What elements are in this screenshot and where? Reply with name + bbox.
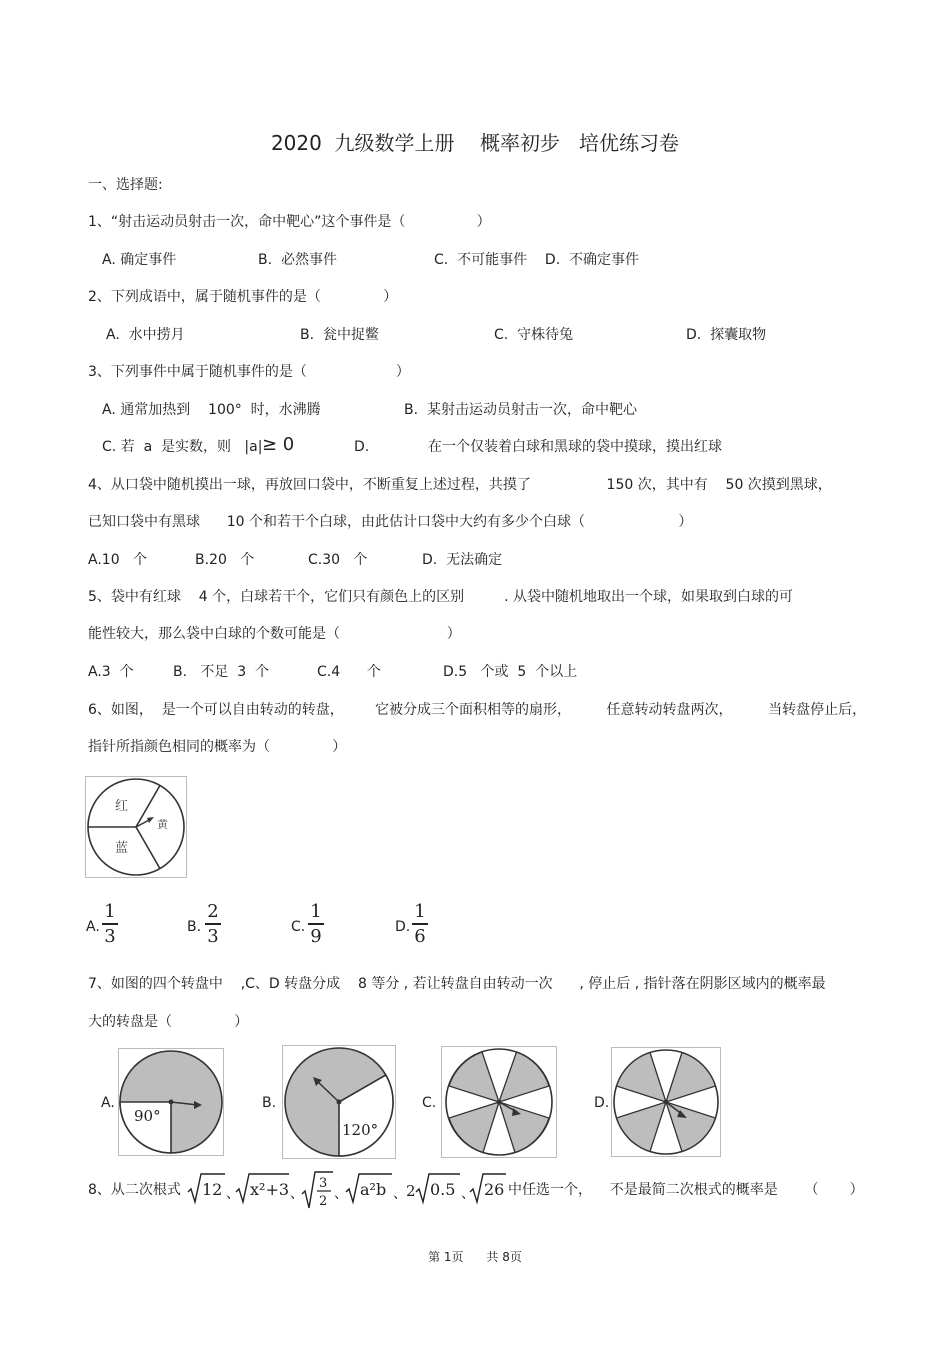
q8-suffix: 中任选一个， 不是最简二次根式的概率是 （ ） [508,1182,864,1198]
radical-x2-plus-3: x²+3 [250,1180,290,1199]
q4-stem-line2: 已知口袋中有黑球 10 个和若干个白球，由此估计口袋中大约有多少个白球（ ） [88,514,693,530]
q3-option-b: B. 某射击运动员射击一次，命中靶心 [404,402,637,418]
sector-label-yellow: 黄 [157,818,168,831]
q8-radicals-row [186,1170,508,1212]
radical-12: 12 [202,1180,223,1199]
q4-option-d: D. 无法确定 [422,552,503,568]
q4-option-c: C.30 个 [308,552,368,568]
q6-option-b-fraction [205,903,221,946]
q8-prefix: 8、从二次根式 [88,1182,181,1198]
separator: 、 [393,1186,407,1202]
angle-label-120: 120° [342,1121,379,1139]
fraction-numerator: 1 [310,901,322,922]
q6-option-c-label: C. [291,919,306,935]
q5-option-c: C.4 个 [317,664,381,680]
spinner-d-eight-sectors-figure [611,1047,721,1157]
radical-0-5: 0.5 [430,1180,456,1199]
q5-option-d: D.5 个或 5 个以上 [443,664,578,680]
q3-option-c-symbol: ≥ 0 [262,434,295,455]
q5-option-a: A.3 个 [88,664,134,680]
q4-stem-line1: 4、从口袋中随机摸出一球，再放回口袋中，不断重复上述过程，共摸了 150 次，其中有 50 次摸到黑球， [88,477,832,493]
q1-option-cd: C. 不可能事件 D. 不确定事件 [434,252,640,268]
spinner-c-eight-sectors-figure [441,1046,557,1158]
separator: 、 [461,1186,475,1202]
fraction-denominator: 3 [207,925,219,947]
q7-stem-line1: 7、如图的四个转盘中 ,C、D 转盘分成 8 等分 , 若让转盘自由转动一次 , 停止后 , 指针落在阴影区域内的概率最 [88,976,826,992]
page-footer: 第 1页 共 8页 [428,1250,522,1264]
q3-stem: 3、下列事件中属于随机事件的是（ ） [88,364,410,380]
q2-option-a: A. 水中捞月 [106,327,185,343]
radical-coefficient-2: 2 [406,1182,416,1200]
q3-option-d: 在一个仅装着白球和黑球的袋中摸球，摸出红球 [428,439,722,455]
separator: 、 [290,1186,304,1202]
q1-option-a: A. 确定事件 [102,252,177,268]
page-title: 2020 九级数学上册 概率初步 培优练习卷 [270,131,680,155]
fraction-numerator: 1 [104,901,116,922]
sector-label-blue: 蓝 [115,841,129,856]
q2-option-b: B. 瓮中捉鳖 [300,327,379,343]
q4-option-b: B.20 个 [195,552,255,568]
radical-fraction-numerator: 3 [319,1176,328,1191]
q7-option-a-label: A. [101,1095,115,1111]
q7-stem-line2: 大的转盘是（ ） [88,1014,249,1030]
q3-option-c: C. 若 a 是实数，则 |a| [102,439,263,455]
fraction-denominator: 3 [104,925,116,947]
radical-26: 26 [484,1180,505,1199]
angle-label-90: 90° [134,1107,161,1125]
radical-a2b: a²b [360,1180,387,1199]
fraction-numerator: 2 [207,901,219,922]
q6-option-a-label: A. [86,919,100,935]
q1-stem: 1、“射击运动员射击一次，命中靶心”这个事件是（ ） [88,214,491,230]
q2-option-d: D. 探囊取物 [686,327,767,343]
separator: 、 [334,1186,348,1202]
q4-option-a: A.10 个 [88,552,147,568]
q1-option-b: B. 必然事件 [258,252,337,268]
fraction-numerator: 1 [414,901,426,922]
q2-option-c: C. 守株待兔 [494,327,574,343]
separator: 、 [226,1186,240,1202]
spinner-a-90-degree-figure [118,1048,224,1156]
q6-stem-line2: 指针所指颜色相同的概率为（ ） [88,739,347,755]
q6-option-b-label: B. [187,919,202,935]
section-heading: 一、选择题: [88,177,163,193]
spinner-three-sectors-figure [85,776,187,878]
q5-option-b: B. 不足 3 个 [173,664,270,680]
spinner-b-120-degree-figure [282,1045,396,1159]
q7-option-c-label: C. [422,1095,437,1111]
q7-option-b-label: B. [262,1095,277,1111]
fraction-denominator: 6 [414,925,426,947]
q6-stem-line1: 6、如图， 是一个可以自由转动的转盘， 它被分成三个面积相等的扇形， 任意转动转盘两次， 当转盘停止后， [88,702,867,718]
q5-stem-line2: 能性较大，那么袋中白球的个数可能是（ ） [88,626,461,642]
q3-option-d-label: D. [354,439,370,455]
q7-option-d-label: D. [594,1095,610,1111]
q6-option-c-fraction [308,903,324,946]
q3-option-a: A. 通常加热到 100° 时，水沸腾 [102,402,321,418]
q6-option-d-label: D. [395,919,411,935]
radical-fraction-denominator: 2 [319,1194,328,1209]
q6-option-d-fraction [412,903,428,946]
q6-option-a-fraction [102,903,118,946]
fraction-denominator: 9 [310,925,322,947]
q5-stem-line1: 5、袋中有红球 4 个，白球若干个，它们只有颜色上的区别 . 从袋中随机地取出一个球，如果取到白球的可 [88,589,794,605]
sector-label-red: 红 [115,799,129,814]
q2-stem: 2、下列成语中，属于随机事件的是（ ） [88,289,398,305]
